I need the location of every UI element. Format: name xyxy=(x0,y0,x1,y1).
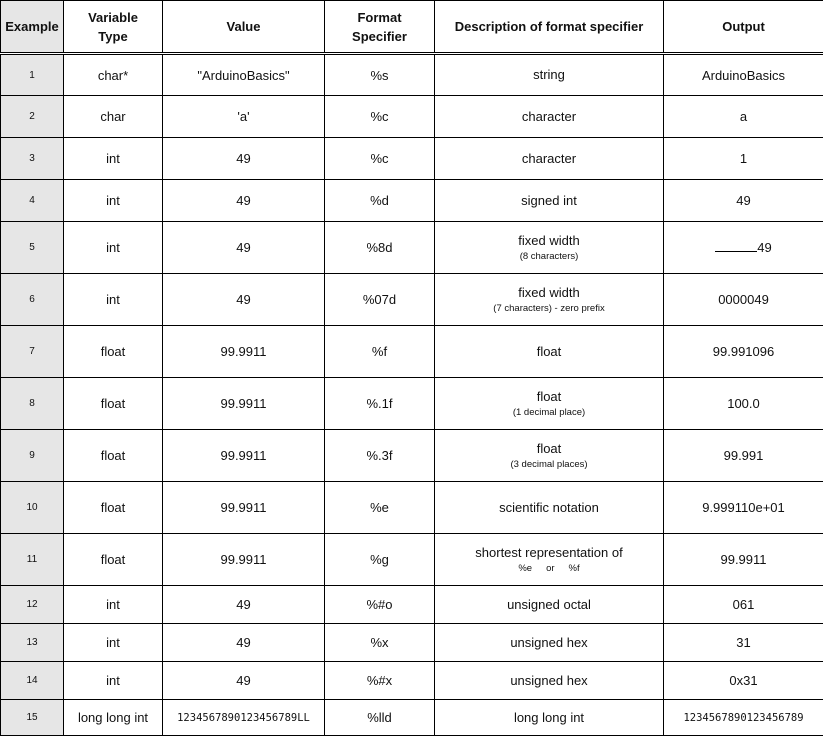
variable-type-cell: int xyxy=(64,180,163,222)
value-cell: 49 xyxy=(163,274,325,326)
variable-type-cell: int xyxy=(64,586,163,624)
header-value: Value xyxy=(163,1,325,54)
format-specifier-cell: %d xyxy=(325,180,435,222)
table-row xyxy=(1,138,823,180)
example-number: 15 xyxy=(1,700,64,736)
description-cell: unsigned hex xyxy=(435,624,664,662)
header-example: Example xyxy=(1,1,64,54)
example-number: 5 xyxy=(1,222,64,274)
table-row xyxy=(1,96,823,138)
output-cell: 49 xyxy=(664,222,823,274)
value-cell: 'a' xyxy=(163,96,325,138)
example-number: 8 xyxy=(1,378,64,430)
value-cell: 49 xyxy=(163,662,325,700)
example-number: 14 xyxy=(1,662,64,700)
example-number: 1 xyxy=(1,54,64,96)
value-cell: "ArduinoBasics" xyxy=(163,54,325,96)
variable-type-cell: float xyxy=(64,534,163,586)
output-cell: 99.991 xyxy=(664,430,823,482)
output-cell: 100.0 xyxy=(664,378,823,430)
header-description: Description of format specifier xyxy=(435,1,664,54)
format-specifier-cell: %#o xyxy=(325,586,435,624)
table-row xyxy=(1,534,823,586)
format-specifier-cell: %07d xyxy=(325,274,435,326)
format-specifier-cell: %x xyxy=(325,624,435,662)
value-cell: 99.9911 xyxy=(163,430,325,482)
format-specifier-cell: %8d xyxy=(325,222,435,274)
output-cell: 061 xyxy=(664,586,823,624)
table-row xyxy=(1,586,823,624)
example-number: 4 xyxy=(1,180,64,222)
variable-type-cell: float xyxy=(64,378,163,430)
example-number: 10 xyxy=(1,482,64,534)
example-number: 6 xyxy=(1,274,64,326)
value-cell: 49 xyxy=(163,180,325,222)
description-cell: fixed width (7 characters) - zero prefix xyxy=(435,274,664,326)
output-cell: 1234567890123456789 xyxy=(664,700,823,736)
description-cell: float (3 decimal places) xyxy=(435,430,664,482)
description-cell: unsigned octal xyxy=(435,586,664,624)
format-specifier-cell: %g xyxy=(325,534,435,586)
value-cell: 49 xyxy=(163,138,325,180)
value-cell: 99.9911 xyxy=(163,482,325,534)
table-row xyxy=(1,482,823,534)
format-specifier-cell: %f xyxy=(325,326,435,378)
description-cell: character xyxy=(435,96,664,138)
table-row xyxy=(1,662,823,700)
example-number: 2 xyxy=(1,96,64,138)
description-cell: string xyxy=(435,54,664,96)
variable-type-cell: float xyxy=(64,430,163,482)
variable-type-cell: float xyxy=(64,326,163,378)
header-row xyxy=(1,1,823,54)
variable-type-cell: int xyxy=(64,624,163,662)
description-cell: scientific notation xyxy=(435,482,664,534)
table-row xyxy=(1,54,823,96)
description-cell: float xyxy=(435,326,664,378)
table-row xyxy=(1,274,823,326)
output-cell: 49 xyxy=(664,180,823,222)
output-cell: 99.991096 xyxy=(664,326,823,378)
description-cell: unsigned hex xyxy=(435,662,664,700)
example-number: 12 xyxy=(1,586,64,624)
value-cell: 49 xyxy=(163,222,325,274)
table-row xyxy=(1,700,823,736)
output-cell: 0x31 xyxy=(664,662,823,700)
header-format-specifier: Format Specifier xyxy=(325,1,435,54)
value-cell: 99.9911 xyxy=(163,534,325,586)
variable-type-cell: float xyxy=(64,482,163,534)
description-cell: character xyxy=(435,138,664,180)
value-cell: 1234567890123456789LL xyxy=(163,700,325,736)
format-specifier-cell: %.3f xyxy=(325,430,435,482)
variable-type-cell: int xyxy=(64,274,163,326)
description-cell: shortest representation of %e or %f xyxy=(435,534,664,586)
value-cell: 99.9911 xyxy=(163,326,325,378)
header-output: Output xyxy=(664,1,823,54)
format-specifier-cell: %s xyxy=(325,54,435,96)
example-number: 13 xyxy=(1,624,64,662)
table-row xyxy=(1,378,823,430)
output-cell: 99.9911 xyxy=(664,534,823,586)
format-specifier-cell: %c xyxy=(325,138,435,180)
table-row xyxy=(1,430,823,482)
variable-type-cell: char xyxy=(64,96,163,138)
variable-type-cell: char* xyxy=(64,54,163,96)
output-cell: a xyxy=(664,96,823,138)
format-specifier-cell: %e xyxy=(325,482,435,534)
description-cell: fixed width (8 characters) xyxy=(435,222,664,274)
example-number: 3 xyxy=(1,138,64,180)
table-row xyxy=(1,180,823,222)
output-cell: ArduinoBasics xyxy=(664,54,823,96)
table-row xyxy=(1,326,823,378)
padding-blanks xyxy=(715,241,757,252)
variable-type-cell: int xyxy=(64,662,163,700)
format-specifier-cell: %#x xyxy=(325,662,435,700)
table-row xyxy=(1,624,823,662)
example-number: 7 xyxy=(1,326,64,378)
description-cell: signed int xyxy=(435,180,664,222)
output-cell: 0000049 xyxy=(664,274,823,326)
value-cell: 99.9911 xyxy=(163,378,325,430)
variable-type-cell: int xyxy=(64,138,163,180)
example-number: 11 xyxy=(1,534,64,586)
variable-type-cell: long long int xyxy=(64,700,163,736)
value-cell: 49 xyxy=(163,586,325,624)
output-cell: 31 xyxy=(664,624,823,662)
output-cell: 9.999110e+01 xyxy=(664,482,823,534)
table-row xyxy=(1,222,823,274)
format-specifier-cell: %lld xyxy=(325,700,435,736)
variable-type-cell: int xyxy=(64,222,163,274)
format-specifier-cell: %.1f xyxy=(325,378,435,430)
output-cell: 1 xyxy=(664,138,823,180)
description-cell: long long int xyxy=(435,700,664,736)
example-number: 9 xyxy=(1,430,64,482)
header-variable-type: Variable Type xyxy=(64,1,163,54)
description-cell: float (1 decimal place) xyxy=(435,378,664,430)
format-specifier-cell: %c xyxy=(325,96,435,138)
value-cell: 49 xyxy=(163,624,325,662)
